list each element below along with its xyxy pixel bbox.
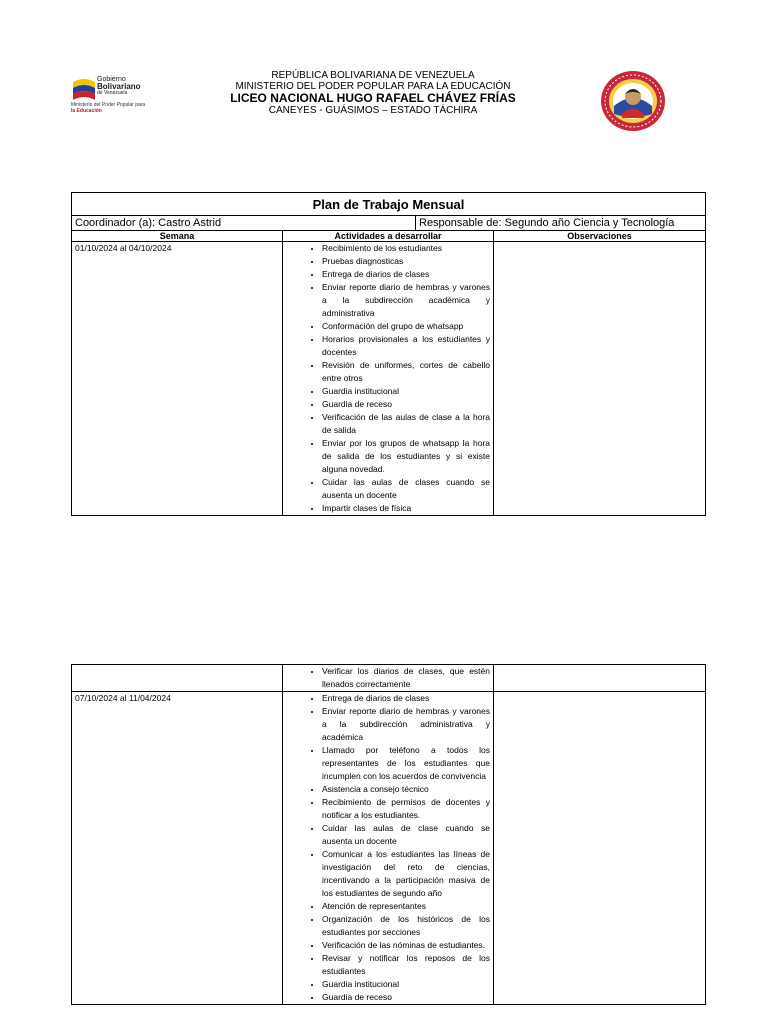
activity-item: • Cuidar las aulas de clase cuando se ausenta un docente xyxy=(322,822,490,848)
column-header-activities: Actividades a desarrollar xyxy=(283,231,494,242)
activity-list xyxy=(286,242,490,515)
venezuela-flag-icon xyxy=(71,76,97,102)
institution-heading xyxy=(200,70,546,116)
activity-list xyxy=(286,665,490,691)
responsible-field: Responsable de: Segundo año Ciencia y Tecnología xyxy=(419,217,675,229)
activity-item: • Conformación del grupo de whatsapp xyxy=(322,320,490,333)
logo-line-2: Bolivariano xyxy=(97,82,141,91)
school-name: LICEO NACIONAL HUGO RAFAEL CHÁVEZ FRÍAS xyxy=(230,91,516,105)
school-location: CANEYES - GUÁSIMOS – ESTADO TÁCHIRA xyxy=(268,105,478,116)
logo-line-3: de Venezuela xyxy=(97,90,128,96)
week-1-activities xyxy=(283,242,494,516)
activity-item: • Verificación de las nóminas de estudiantes. xyxy=(322,939,490,952)
week-2-observations xyxy=(494,692,706,1005)
column-header-observations: Observaciones xyxy=(494,231,706,242)
activity-item: • Comunicar a los estudiantes las líneas de investigación del reto de ciencias, incentivando a la participación masiva de los estudiantes de segundo año xyxy=(322,848,490,900)
table-row-week-1 xyxy=(72,242,706,516)
activity-item: • Asistencia a consejo técnico xyxy=(322,783,490,796)
document-header xyxy=(0,0,768,150)
activity-item: • Guardia de receso xyxy=(322,398,490,411)
activity-item: • Cuidar las aulas de clases cuando se ausenta un docente xyxy=(322,476,490,502)
activity-item: • Entrega de diarios de clases xyxy=(322,268,490,281)
table-row-continuation xyxy=(72,665,706,692)
activity-list xyxy=(286,692,490,1004)
work-plan-table-continued xyxy=(71,664,706,1005)
activity-item: • Horarios provisionales a los estudiantes y docentes xyxy=(322,333,490,359)
logo-text xyxy=(97,76,141,96)
logo-subtitle xyxy=(71,102,151,114)
continuation-observations xyxy=(494,665,706,692)
activity-item: • Pruebas diagnosticas xyxy=(322,255,490,268)
week-2-activities xyxy=(283,692,494,1005)
week-1-observations xyxy=(494,242,706,516)
activity-item: • Guardia de receso xyxy=(322,991,490,1004)
week-1-dates: 01/10/2024 al 04/10/2024 xyxy=(72,242,283,516)
week-2-dates: 07/10/2024 al 11/04/2024 xyxy=(72,692,283,1005)
continuation-activities xyxy=(283,665,494,692)
activity-item: • Revisar y notificar los reposos de los estudiantes xyxy=(322,952,490,978)
plan-title: Plan de Trabajo Mensual xyxy=(72,193,706,216)
activity-item: • Atención de representantes xyxy=(322,900,490,913)
table-row-week-2 xyxy=(72,692,706,1005)
gobierno-bolivariano-logo xyxy=(71,74,151,118)
continuation-week xyxy=(72,665,283,692)
work-plan-table xyxy=(71,192,706,516)
activity-item: • Enviar reporte diario de hembras y varones a la subdirección administrativa y académica xyxy=(322,705,490,744)
activity-item: • Enviar reporte diario de hembras y varones a la subdirección académica y administrativa xyxy=(322,281,490,320)
activity-item: • Recibimiento de permisos de docentes y notificar a los estudiantes. xyxy=(322,796,490,822)
column-header-week: Semana xyxy=(72,231,283,242)
activity-item: • Llamado por teléfono a todos los representantes de los estudiantes que incumplen con los acuerdos de convivencia xyxy=(322,744,490,783)
ministry-line: MINISTERIO DEL PODER POPULAR PARA LA EDUCACIÓN xyxy=(235,81,511,92)
coordinator-field: Coordinador (a): Castro Astrid xyxy=(72,216,416,230)
info-row xyxy=(72,216,706,231)
activity-item: • Recibimiento de los estudiantes xyxy=(322,242,490,255)
activity-item: • Enviar por los grupos de whatsapp la hora de salida de los estudiantes y si existe alguna novedad. xyxy=(322,437,490,476)
activity-item: • Impartir clases de física xyxy=(322,502,490,515)
activity-item: • Verificar los diarios de clases, que estén llenados correctamente xyxy=(322,665,490,691)
logo-sub-line-2: la Educación xyxy=(71,108,102,114)
activity-item: • Guardia institucional xyxy=(322,978,490,991)
activity-item: • Verificación de las aulas de clase a la hora de salida xyxy=(322,411,490,437)
school-seal-icon xyxy=(600,70,666,132)
activity-item: • Revisión de uniformes, cortes de cabello entre otros xyxy=(322,359,490,385)
republic-line: REPÚBLICA BOLIVARIANA DE VENEZUELA xyxy=(271,70,475,81)
logo-sub-line-1: Ministerio del Poder Popular para xyxy=(71,102,146,108)
activity-item: • Entrega de diarios de clases xyxy=(322,692,490,705)
activity-item: • Guardia institucional xyxy=(322,385,490,398)
activity-item: • Organización de los históricos de los estudiantes por secciones xyxy=(322,913,490,939)
logo-line-1: Gobierno xyxy=(97,76,126,83)
